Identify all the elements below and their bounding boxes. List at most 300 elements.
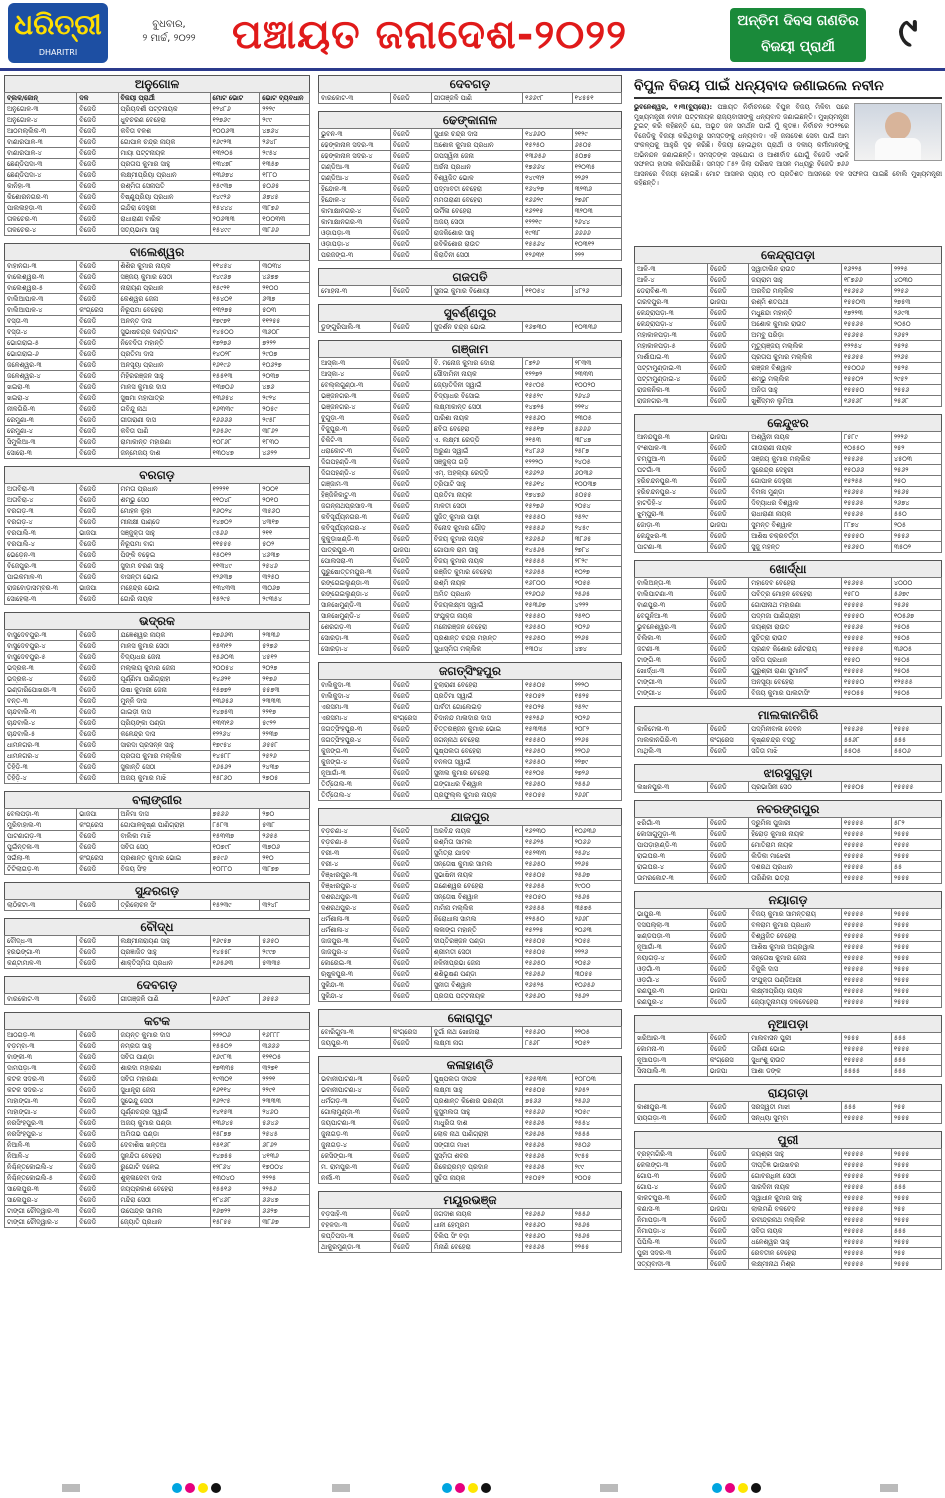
margin-cell: ୩୨୩୬ xyxy=(572,184,621,195)
total-votes-cell: ୧୫୮୦ xyxy=(841,589,891,600)
table-row xyxy=(5,283,310,294)
winner-cell: ମାନସ କୁମାର ଦାସ xyxy=(118,382,210,393)
zone-cell: ଦଶରଥପୁର-୩ xyxy=(319,892,391,903)
total-votes-cell: ୧୫୮୭୭ xyxy=(210,1129,260,1140)
winner-cell: ବିଜୟଲକ୍ଷ୍ମୀ ସ୍ୱାଇଁ xyxy=(431,600,522,611)
district-section xyxy=(318,1056,622,1184)
party-cell: ବିଜେଡି xyxy=(77,751,118,762)
winner-cell: ମାନସ କୁମାର ସେଠୀ xyxy=(118,641,210,652)
table-row xyxy=(5,1162,310,1173)
party-cell: ବିଜେଡି xyxy=(390,184,431,195)
party-cell: ବିଜେଡି xyxy=(77,225,118,236)
party-cell: ବିଜେଡି xyxy=(707,1237,749,1248)
margin-cell: ୨୨୦୫ xyxy=(572,1027,621,1038)
party-cell: ବିଜେଡି xyxy=(77,707,118,718)
margin-cell: ୨୦୬୩ xyxy=(572,925,621,936)
winner-cell: ପ୍ରଶାନ୍ତ ଚନ୍ଦ୍ର ମହାନ୍ତ xyxy=(431,633,522,644)
total-votes-cell: ୧୫୫୫୫ xyxy=(841,1215,891,1226)
table-row xyxy=(319,217,622,228)
table-row xyxy=(5,947,310,958)
margin-cell: ୫୦୫୫ xyxy=(572,490,621,501)
table-row xyxy=(635,509,942,520)
table-row xyxy=(319,914,622,925)
party-cell: ବିଜେଡି xyxy=(77,1151,118,1162)
total-votes-cell: ୮୮୭୪ xyxy=(841,520,891,531)
winner-cell: ଅଶ୍ୱିନୀ ନାୟକ xyxy=(749,432,842,443)
party-cell: ବିଜେଡି xyxy=(390,991,431,1002)
table-row xyxy=(319,680,622,691)
table-row xyxy=(635,655,942,666)
margin-cell: ୨୫୬୬ xyxy=(572,1096,621,1107)
total-votes-cell: ୧୫୧୬୮ xyxy=(210,1140,260,1151)
table-row xyxy=(635,840,942,851)
table-row xyxy=(5,958,310,969)
news-story xyxy=(634,75,942,239)
district-title: କେନ୍ଦୁଝର xyxy=(634,414,942,431)
party-cell: ବିଜେଡି xyxy=(390,1173,431,1184)
margin-cell: ୩୮୪୭ xyxy=(572,435,621,446)
table-row xyxy=(319,768,622,779)
total-votes-cell: ୧୭୩୩୫ xyxy=(210,1063,260,1074)
party-cell: ବିଜେଡି xyxy=(390,1096,431,1107)
winner-cell: ଗୋପାଳ ଦେହୁରୀ xyxy=(749,476,842,487)
margin-cell: ୩୬୬୬ xyxy=(260,1041,310,1052)
total-votes-cell: ୧୪୫୫୮ xyxy=(210,947,260,958)
margin-cell: ୨୫୨୯ xyxy=(572,702,621,713)
winner-cell: ପ୍ରତିମା ନାୟକ xyxy=(431,490,522,501)
results-table xyxy=(634,817,942,884)
margin-cell: ୫୫ xyxy=(891,862,941,873)
party-cell: ବିଜେଡି xyxy=(390,691,431,702)
zone-cell: ମାହାଙ୍ଗା-୩ xyxy=(5,1096,77,1107)
party-cell: ବିଜେଡି xyxy=(707,942,749,953)
party-cell: ବିଜେଡି xyxy=(77,1162,118,1173)
total-votes-cell: ୧୫୫୧୩ xyxy=(210,371,260,382)
table-row xyxy=(319,589,622,600)
table-row xyxy=(5,426,310,437)
party-cell: ବିଜେଡି xyxy=(707,286,749,297)
total-votes-cell: ୧୫୬୫୬ xyxy=(841,286,891,297)
table-row xyxy=(5,159,310,170)
winner-cell: ରାଜକିଶୋର ସାହୁ xyxy=(431,228,522,239)
margin-cell: ୩୦୬୭ xyxy=(260,583,310,594)
black-dot xyxy=(751,1483,761,1493)
total-votes-cell: ୧୫୬୧୪ xyxy=(523,479,572,490)
zone-cell: ଭଦ୍ରକ-୩ xyxy=(5,663,77,674)
party-cell: ବିଜେଡି xyxy=(390,936,431,947)
zone-cell: ଜାଜପୁର-୪ xyxy=(319,947,391,958)
total-votes-cell: ୧୬୫୬୯ xyxy=(210,426,260,437)
winner-cell: ସନ୍ତୋଷ କୁମାର ଜେନା xyxy=(749,953,842,964)
total-votes-cell: ୧୫୫୫୫ xyxy=(841,1237,891,1248)
total-votes-cell: ୧୫୫୫୫ xyxy=(841,1171,891,1182)
zone-cell: ଢେଙ୍କାନାଳ ସଦର-୩ xyxy=(319,140,391,151)
margin-cell: ୪୦୦୦ xyxy=(891,578,941,589)
margin-cell: ୨୮୩୩ xyxy=(572,358,621,369)
zone-cell: ବାଲିଆପାଳ-୩ xyxy=(5,294,77,305)
total-votes-cell: ୧୫୨୩୯ xyxy=(210,900,260,911)
party-cell: ବିଜେଡି xyxy=(390,903,431,914)
winner-cell: ଗବିନ୍ଦୁ ନାଥ xyxy=(118,404,210,415)
total-votes-cell: ୧୬୫୬୮ xyxy=(841,396,891,407)
winner-cell: ବିଦ୍ୟାଧର ଜେନା xyxy=(118,652,210,663)
margin-cell: ୨୨୧୪ xyxy=(572,402,621,413)
margin-cell: ୫୨୭୬ xyxy=(260,641,310,652)
zone-cell: ନିମାପଡ଼ା-୩ xyxy=(635,1215,708,1226)
margin-cell: ୨୩୩୩ xyxy=(572,369,621,380)
zone-cell: ଜଗତ୍‌ସିଂହପୁର-୩ xyxy=(319,724,391,735)
margin-cell: ୨୯୨୪ xyxy=(260,393,310,404)
zone-cell: କେନ୍ଦ୍ରାପଡ଼ା-୪ xyxy=(635,319,708,330)
party-cell: କଂଗ୍ରେସ xyxy=(707,1055,749,1066)
margin-cell: ୩୫୬୦ xyxy=(260,506,310,517)
margin-cell: ୫୩୮ xyxy=(260,820,310,831)
table-row xyxy=(5,137,310,148)
column-3-tables xyxy=(634,246,942,1270)
district-title: ସୁବର୍ଣ୍ଣପୁର xyxy=(318,304,622,321)
table-row xyxy=(5,192,310,203)
party-cell: ଭାଜପା xyxy=(390,545,431,556)
total-votes-cell: ୧୪୬୨୧ xyxy=(210,674,260,685)
margin-cell: ୨୫୫୬ xyxy=(572,779,621,790)
total-votes-cell: ୧୫୫୬୫ xyxy=(841,319,891,330)
winner-cell: ଲଳାଙ୍ଗ ମହାନ୍ତି xyxy=(431,925,522,936)
winner-cell: ଆଶା ଡଙ୍କ xyxy=(749,1066,842,1077)
party-cell: କଂଗ୍ରେସ xyxy=(77,820,118,831)
total-votes-cell: ୧୧୫୫୫ xyxy=(210,539,260,550)
margin-cell: ୨୯୫୮ xyxy=(260,415,310,426)
margin-cell: ୨୦୦୫ xyxy=(572,1173,621,1184)
margin-cell: ୧୫୫୫ xyxy=(891,1044,941,1055)
winner-cell: ନଳିନୀପ୍ରଭା ଜେନା xyxy=(431,958,522,969)
table-row xyxy=(5,225,310,236)
zone-cell: ଓଡ଼ଗାଁ-୩ xyxy=(635,964,708,975)
total-votes-cell: ୧୩୦୪୦ xyxy=(210,1173,260,1184)
table-row xyxy=(319,380,622,391)
total-votes-cell: ୧୫୫୨୯ xyxy=(523,391,572,402)
winner-cell: ରଞ୍ଜନ ବିଶ୍ୱାଳ xyxy=(749,363,842,374)
winner-cell: ସୁଧୀର ଚନ୍ଦ୍ର ଦାସ xyxy=(431,129,522,140)
margin-cell: ୨୧୦ xyxy=(260,853,310,864)
zone-cell: ସୋରଡ଼ା-୩ xyxy=(319,633,391,644)
column-header: ବିଜୟୀ ପ୍ରାର୍ଥୀ xyxy=(118,93,210,104)
winner-cell: ପିଙ୍କି ବଢ଼େଇ xyxy=(118,550,210,561)
winner-cell: ଦିବ୍ୟାଧର ବିଶ୍ୱାଳ xyxy=(749,498,842,509)
winner-cell: ଅଶୋକ କୁମାର ପ୍ରଧାନ xyxy=(431,140,522,151)
zone-cell: ବିଞ୍ଝାରପୁର-୪ xyxy=(319,881,391,892)
party-cell: ବିଜେଡି xyxy=(390,239,431,250)
winner-cell: ପ୍ରତିମା ଦାସ xyxy=(118,349,210,360)
margin-cell: ୨୫୫୫ xyxy=(891,942,941,953)
zone-cell: ବାଣାରପାଳ-୩ xyxy=(5,137,77,148)
zone-cell: ବାହାନଗା-୩ xyxy=(5,261,77,272)
total-votes-cell: ୧୬୨୯୫ xyxy=(210,1096,260,1107)
table-row xyxy=(5,864,310,875)
zone-cell: ବରଗଡ଼-୩ xyxy=(5,506,77,517)
winner-cell: ମନ୍ଦିରା ସେଠୀ xyxy=(118,1195,210,1206)
margin-cell: ୨୨୨୬ xyxy=(572,947,621,958)
party-cell: ବିଜେଡି xyxy=(77,170,118,181)
winner-cell: ଧନେଶ୍ୱର ସାହୁ xyxy=(749,1237,842,1248)
margin-cell: ୧୩୫୭ xyxy=(260,159,310,170)
total-votes-cell: ୧୫୫୬୫ xyxy=(841,509,891,520)
zone-cell: ବେଗୁନିଆ-୩ xyxy=(635,611,708,622)
margin-cell: ୨୮୨୯ xyxy=(572,556,621,567)
margin-cell: ୨୦୫୦ xyxy=(891,319,941,330)
winner-cell: ନିରୂପମା ବେହେରା xyxy=(118,305,210,316)
table-row xyxy=(5,1085,310,1096)
total-votes-cell: ୧୫୫୫୫ xyxy=(841,1259,891,1270)
district-title: ବାଲେଶ୍ୱର xyxy=(4,243,310,260)
table-row xyxy=(5,1195,310,1206)
party-cell: ବିଜେଡି xyxy=(707,1044,749,1055)
table-row xyxy=(635,308,942,319)
winner-cell: ଜୟପ୍ରକାଶ ବେହେରା xyxy=(118,1184,210,1195)
zone-cell: ଖଇରା-୩ xyxy=(5,382,77,393)
winner-cell: ବିଜୟ କୁମାର ନାୟକ xyxy=(431,534,522,545)
zone-cell: ଟାଙ୍ଗୀ ଚୌଦ୍ୱାର-୩ xyxy=(5,1206,77,1217)
winner-cell: ଲକ୍ଷ୍ମୀ ନାଗ xyxy=(431,1038,522,1049)
zone-cell: ମୋହନା-୩ xyxy=(319,286,391,297)
results-table xyxy=(4,1029,310,1228)
total-votes-cell: ୧୨୬୩୭ xyxy=(210,572,260,583)
district-section xyxy=(634,1015,942,1077)
zone-cell: ନିଆଳି-୪ xyxy=(5,1151,77,1162)
margin-cell: ୨୫୫୫ xyxy=(891,975,941,986)
table-row xyxy=(319,713,622,724)
margin-cell: ୨୫୫୫ xyxy=(891,909,941,920)
margin-cell: ୧୦୬୫୬ xyxy=(572,980,621,991)
margin-cell: ୬୮୬୨ xyxy=(260,1140,310,1151)
zone-cell: ଋଷୁଳପୁର-୩ xyxy=(319,969,391,980)
zone-cell: ନିଶ୍ଚିନ୍ତକୋଇଲି-୪ xyxy=(5,1162,77,1173)
zone-cell: ଗୋପ-୩ xyxy=(635,1171,708,1182)
party-cell: ବିଜେଡି xyxy=(707,782,749,793)
party-cell: ବିଜେଡି xyxy=(707,829,749,840)
table-row xyxy=(319,1129,622,1140)
zone-cell: ଜଗନ୍ନାଥପ୍ରସାଦ-୩ xyxy=(319,501,391,512)
zone-cell: ଆସ୍କା-୩ xyxy=(319,358,391,369)
district-title: ନୟାଗଡ଼ xyxy=(634,891,942,908)
table-row xyxy=(5,272,310,283)
table-row xyxy=(635,286,942,297)
winner-cell: ବଳରାମ କୁମାର ପ୍ରଧାନ xyxy=(749,920,842,931)
margin-cell: ୫୫୦୬ xyxy=(891,746,941,757)
table-row xyxy=(319,1085,622,1096)
party-cell: ବିଜେଡି xyxy=(77,506,118,517)
winner-cell: ଜୟନ୍ତ କୁମାର ଦାସ xyxy=(118,1030,210,1041)
magenta-dot xyxy=(725,1483,735,1493)
party-cell: ବିଜେଡି xyxy=(707,909,749,920)
table-row xyxy=(5,853,310,864)
table-row xyxy=(5,126,310,137)
total-votes-cell: ୧୫୫୫୫ xyxy=(841,909,891,920)
zone-cell: ରଣପୁର-୪ xyxy=(635,997,708,1008)
party-cell: ବିଜେଡି xyxy=(390,680,431,691)
total-votes-cell: ୧୫୫୦୨ xyxy=(841,374,891,385)
margin-cell: ୬୭୪୫ xyxy=(260,192,310,203)
total-votes-cell: ୧୫୫୦୫ xyxy=(523,680,572,691)
margin-cell: ୧୭୦୦୪ xyxy=(260,1162,310,1173)
results-table xyxy=(634,431,942,553)
total-votes-cell: ୧୫୫୫୦ xyxy=(523,512,572,523)
party-cell: ବିଜେଡି xyxy=(77,327,118,338)
winner-cell: ରଞ୍ଜିତ କୁମାର ବେହେରା xyxy=(431,567,522,578)
margin-cell: ୧୦୩୧୨ xyxy=(572,239,621,250)
margin-cell: ୧୧୨୫୫ xyxy=(260,316,310,327)
margin-cell: ୨୭୦ xyxy=(260,809,310,820)
table-row xyxy=(319,479,622,490)
winner-cell: ଜ୍ୟୋତ୍ସ୍ନାମୟୀ ଦଳବେହେରା xyxy=(749,997,842,1008)
zone-cell: ଜାଜପୁର-୩ xyxy=(319,936,391,947)
total-votes-cell: ୧୩୪୭୮ xyxy=(210,159,260,170)
table-row xyxy=(635,487,942,498)
total-votes-cell: ୧୬୫୨୫ xyxy=(523,980,572,991)
zone-cell: ବୋରିଗୁମା-୩ xyxy=(319,1027,391,1038)
table-row xyxy=(5,1074,310,1085)
party-cell: ବିଜେଡି xyxy=(707,542,749,553)
winner-cell: କେଶ୍ୱର ଜେନା xyxy=(118,294,210,305)
party-cell: ବିଜେଡି xyxy=(77,159,118,170)
total-votes-cell: ୧୩୬୭୪ xyxy=(210,170,260,181)
margin-cell: ୫୫୫ xyxy=(891,735,941,746)
results-table xyxy=(634,263,942,407)
margin-cell: ୫୫୫ xyxy=(891,1066,941,1077)
margin-cell: ୬୬୨୭ xyxy=(260,1206,310,1217)
table-row xyxy=(5,1206,310,1217)
total-votes-cell: ୧୫୬୫୬ xyxy=(523,1209,572,1220)
total-votes-cell: ୧୩୬୪୫ xyxy=(210,1118,260,1129)
table-row xyxy=(635,997,942,1008)
total-votes-cell: ୧୫୬୫୦ xyxy=(523,633,572,644)
winner-cell: ଅନସୂୟା ପ୍ରଧାନ xyxy=(118,360,210,371)
results-table xyxy=(634,1148,942,1270)
table-row xyxy=(635,1248,942,1259)
total-votes-cell: ୧୬୫୩୩ xyxy=(523,1074,572,1085)
party-cell: ବିଜେଡି xyxy=(707,1226,749,1237)
table-row xyxy=(319,1038,622,1049)
party-cell: ବିଜେଡି xyxy=(707,953,749,964)
table-row xyxy=(319,724,622,735)
party-cell: ବିଜେଡି xyxy=(707,873,749,884)
table-row xyxy=(5,729,310,740)
margin-cell: ୪୭୬ xyxy=(260,382,310,393)
date: ୨ ମାର୍ଚ୍ଚ, ୨୦୨୨ xyxy=(142,33,196,44)
party-cell: ବିଜେଡି xyxy=(77,382,118,393)
zone-cell: ପାତ୍ରପୁର-୩ xyxy=(319,545,391,556)
table-row xyxy=(635,578,942,589)
cyan-dot xyxy=(442,1483,452,1493)
table-row xyxy=(319,578,622,589)
table-row xyxy=(5,652,310,663)
total-votes-cell: ୧୩୦୪୭ xyxy=(210,448,260,459)
zone-cell: ଆସ୍କା-୪ xyxy=(319,369,391,380)
total-votes-cell: ୧୧୪୫୪ xyxy=(210,261,260,272)
zone-cell: ସଇଁଲା-୩ xyxy=(5,853,77,864)
zone-cell: ଛେଣ୍ଡିପଦା-୪ xyxy=(5,170,77,181)
winner-cell: ରାମାକାନ୍ତ ମହାରଣା xyxy=(118,437,210,448)
total-votes-cell: ୧୫୫୫୫ xyxy=(841,1204,891,1215)
winner-cell: ସନ୍ଧ୍ୟା ସୁମ୍ବା xyxy=(749,1113,842,1124)
total-votes-cell: ୧୭୪୭୬ xyxy=(523,490,572,501)
district-section xyxy=(318,111,622,261)
margin-cell: ୨୯୯ xyxy=(572,1162,621,1173)
total-votes-cell: ୧୫୪୪୪ xyxy=(210,203,260,214)
district-section xyxy=(634,246,942,407)
winner-cell: ତ୍ରିଲୋଚନ ସିଂ xyxy=(118,900,210,911)
zone-cell: ଧର୍ମଶାଳା-୪ xyxy=(319,925,391,936)
table-row xyxy=(319,286,622,297)
margin-cell: ୪୫୦୩ xyxy=(891,454,941,465)
zone-cell: କାମାକ୍ଷାନଗର-୪ xyxy=(319,206,391,217)
table-row xyxy=(319,206,622,217)
total-votes-cell: ୧୬୧୧୪ xyxy=(210,1085,260,1096)
table-row xyxy=(319,129,622,140)
winner-cell: ବିମଳା ମୁଣ୍ଡା xyxy=(749,487,842,498)
zone-cell: ସୋହେଲା-୩ xyxy=(5,594,77,605)
margin-cell: ୨୯୫୨ xyxy=(891,374,941,385)
margin-cell: ୨୯୦୭ xyxy=(260,349,310,360)
party-cell: ବିଜେଡି xyxy=(707,666,749,677)
winner-cell: ଦଶରଥ ପ୍ରଧାନ xyxy=(749,862,842,873)
table-row xyxy=(5,203,310,214)
zone-cell: କୁଜଙ୍ଗ-୩ xyxy=(319,746,391,757)
table-row xyxy=(635,931,942,942)
zone-cell: ଓଡ଼ାପଡ଼ା-୩ xyxy=(319,228,391,239)
total-votes-cell: ୧୫୫୫୫ xyxy=(523,556,572,567)
total-votes-cell: ୧୬୬୯୮ xyxy=(210,994,260,1005)
table-row xyxy=(319,358,622,369)
winner-cell: ଲକ୍ଷ୍ମୀ ସାହୁ xyxy=(431,1085,522,1096)
party-cell: ବିଜେଡି xyxy=(707,487,749,498)
total-votes-cell: ୧୫୯୦୫ xyxy=(523,380,572,391)
table-row xyxy=(5,539,310,550)
page-number: ୯ xyxy=(898,10,918,56)
district-title: ଜଗତ୍‌ସିଂହପୁର xyxy=(318,662,622,679)
zone-cell: ଜୟପାଟଣା-୩ xyxy=(319,1118,391,1129)
margin-cell: ୧୫୫୫ xyxy=(891,724,941,735)
table-row xyxy=(319,925,622,936)
zone-cell: ନିଆଳି-୩ xyxy=(5,1140,77,1151)
winner-cell: ସରସ୍ୱତୀ ମାଝୀ xyxy=(749,1102,842,1113)
results-table xyxy=(4,935,310,969)
zone-cell: ରାଜକନିକା-୩ xyxy=(635,385,708,396)
table-row xyxy=(319,848,622,859)
winner-cell: ଶମ୍ଭୁ ସେଠ xyxy=(118,495,210,506)
table-row xyxy=(635,330,942,341)
margin-cell: ୩୮୭୬ xyxy=(260,203,310,214)
party-cell: ବିଜେଡି xyxy=(707,746,749,757)
badge-line-1: ଅନ୍ତିମ ଦିବସ ଗଣତିର xyxy=(737,13,859,29)
total-votes-cell: ୧୫୫୫୫ xyxy=(841,986,891,997)
total-votes-cell: ୧୫୦୫୨ xyxy=(523,691,572,702)
winner-cell: ମହେନ୍ଦ୍ର ଭୋଇ xyxy=(118,583,210,594)
margin-cell: ୧୨୦୩୫ xyxy=(572,162,621,173)
column-2 xyxy=(318,75,622,1260)
party-cell: ବିଜେଡି xyxy=(77,1096,118,1107)
zone-cell: ସୋରୋ-୩ xyxy=(5,448,77,459)
party-cell: ବିଜେଡି xyxy=(707,1171,749,1182)
zone-cell: ବିଜେପୁର-୩ xyxy=(5,561,77,572)
winner-cell: ବିଶ୍ୱଜିତ ଭୋଳ xyxy=(431,173,522,184)
margin-cell: ୨୫୫ xyxy=(891,1102,941,1113)
zone-cell: ହିନ୍ଦୋଳ-୪ xyxy=(319,195,391,206)
party-cell: ବିଜେଡି xyxy=(390,611,431,622)
total-votes-cell: ୧୬୫୬୩ xyxy=(210,958,260,969)
total-votes-cell: ୧୬୬୫୬ xyxy=(523,534,572,545)
table-row xyxy=(635,909,942,920)
winner-cell: ଗୀତାରାଣୀ ନାୟକ xyxy=(749,443,842,454)
